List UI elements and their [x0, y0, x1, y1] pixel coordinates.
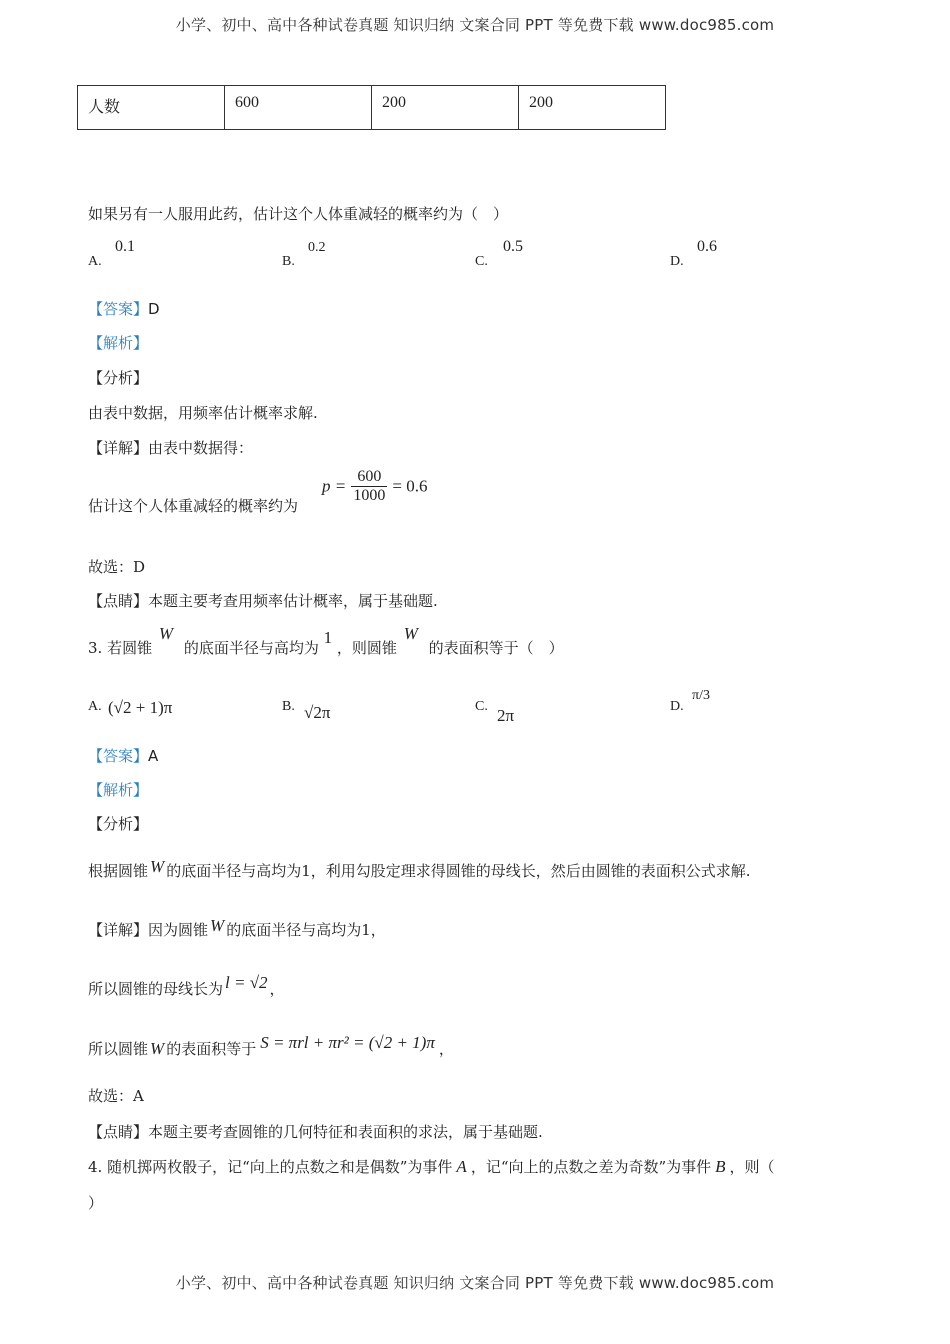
q3-w-symbol: W	[150, 857, 165, 876]
q2-analysis-tag	[88, 333, 148, 353]
q3-stem-a: 3. 若圆锥	[88, 639, 153, 657]
answer-tag: 【答案】	[88, 747, 149, 765]
q2-option-d-letter: D.	[670, 254, 684, 269]
data-table	[77, 85, 666, 130]
q3-stem-d: 的表面积等于（ ）	[428, 639, 564, 657]
q2-estimate	[88, 496, 298, 516]
table-cell: 200	[372, 86, 519, 130]
q3-option-b-letter: B.	[282, 699, 295, 714]
q4-stem-line1	[88, 1157, 775, 1177]
q3-w-symbol: W	[210, 916, 225, 935]
q3-option-c-letter: C.	[475, 699, 488, 714]
q2-choose: 故选：D	[88, 558, 146, 576]
q3-fenxi-tag	[88, 814, 148, 834]
q3-dianjing	[88, 1122, 543, 1142]
answer-value: A	[148, 747, 159, 765]
table-cell: 600	[225, 86, 372, 130]
q2-detail	[88, 438, 253, 458]
q3-slant-line	[88, 973, 285, 999]
detail-tag: 【详解】	[88, 921, 149, 939]
q3-answer	[88, 746, 158, 766]
formula-rhs: = 0.6	[392, 476, 428, 496]
q2-fenxi-tag	[88, 368, 148, 388]
dianjing-tag: 【点睛】	[88, 1123, 149, 1141]
q3-option-c-value: 2π	[497, 706, 515, 725]
line-l-b: ，	[269, 980, 285, 998]
area-formula: S = πrl + πr² = (√2 + 1)π	[260, 1033, 435, 1052]
estimate-text: 估计这个人体重减轻的概率约为	[88, 497, 299, 515]
q4-line1-c: ，则（	[729, 1158, 775, 1176]
q3-option-d-value: π/3	[692, 688, 710, 703]
q3-choose: 故选：A	[88, 1087, 144, 1105]
q3-stem	[88, 624, 564, 658]
q2-dianjing	[88, 591, 438, 611]
q2-option-b-letter: B.	[282, 254, 295, 269]
q3-option-a-letter: A.	[88, 699, 102, 714]
q2-stem: 如果另有一人服用此药，估计这个人体重减轻的概率约为（ ）	[88, 205, 509, 223]
detail-b: 的底面半径与高均为1，	[226, 921, 386, 939]
q4-event-a: A	[456, 1157, 467, 1176]
fenxi-a: 根据圆锥	[88, 862, 149, 880]
q3-option-a-value: (√2 + 1)π	[108, 698, 173, 717]
q2-formula	[322, 468, 428, 505]
formula-fraction	[351, 468, 387, 505]
fenxi-b: 的底面半径与高均为1，利用勾股定理求得圆锥的母线长，然后由圆锥的表面积公式求解.	[166, 862, 751, 880]
q3-area-line	[88, 1033, 454, 1059]
formula-lhs: p =	[322, 476, 347, 496]
q3-stem-c: ，则圆锥	[336, 639, 397, 657]
jiexi-tag: 【解析】	[88, 781, 149, 799]
dianjing-text: 本题主要考查圆锥的几何特征和表面积的求法，属于基础题.	[148, 1123, 543, 1141]
answer-value: D	[148, 300, 160, 318]
q4-stem-line2: ）	[88, 1194, 104, 1212]
q2-option-d-value: 0.6	[697, 238, 717, 255]
fraction-denominator: 1000	[353, 487, 386, 504]
table-cell: 200	[519, 86, 666, 130]
line-l-a: 所以圆锥的母线长为	[88, 980, 224, 998]
jiexi-tag: 【解析】	[88, 334, 149, 352]
line-s-a: 所以圆锥	[88, 1040, 149, 1058]
fenxi-tag: 【分析】	[88, 369, 149, 387]
answer-tag: 【答案】	[88, 300, 149, 318]
detail-tag: 【详解】	[88, 439, 149, 457]
line-s-c: ，	[438, 1040, 454, 1058]
q4-line1-a: 4. 随机掷两枚骰子，记“向上的点数之和是偶数”为事件	[88, 1158, 453, 1176]
fraction-numerator: 600	[351, 468, 387, 487]
dianjing-tag: 【点睛】	[88, 592, 149, 610]
q3-w-symbol: W	[158, 624, 174, 643]
q2-option-c-value: 0.5	[503, 238, 523, 255]
q2-option-a-letter: A.	[88, 254, 102, 269]
q4-event-b: B	[715, 1157, 726, 1176]
q3-w-symbol: W	[150, 1039, 165, 1058]
page-footer: 小学、初中、高中各种试卷真题 知识归纳 文案合同 PPT 等免费下载 www.doc985.com	[175, 1274, 775, 1292]
q2-option-c-letter: C.	[475, 254, 488, 269]
table-row	[78, 86, 666, 130]
q3-detail	[88, 916, 386, 940]
q3-fenxi-text	[88, 857, 751, 881]
q2-fenxi-text: 由表中数据，用频率估计概率求解.	[88, 404, 318, 422]
q3-analysis-tag	[88, 780, 148, 800]
fenxi-tag: 【分析】	[88, 815, 149, 833]
q4-line1-b: ，记“向上的点数之差为奇数”为事件	[470, 1158, 712, 1176]
q3-stem-b: 的底面半径与高均为	[183, 639, 319, 657]
line-s-b: 的表面积等于	[166, 1040, 257, 1058]
q3-option-b-value: √2π	[304, 703, 331, 722]
detail-a: 因为圆锥	[148, 921, 209, 939]
dianjing-text: 本题主要考查用频率估计概率，属于基础题.	[148, 592, 438, 610]
detail-text: 由表中数据得：	[148, 439, 254, 457]
page-header: 小学、初中、高中各种试卷真题 知识归纳 文案合同 PPT 等免费下载 www.doc985.com	[175, 16, 775, 34]
q2-answer	[88, 299, 160, 319]
q3-w-symbol: W	[403, 624, 418, 643]
slant-formula: l = √2	[225, 973, 268, 992]
q2-option-b-value: 0.2	[308, 240, 326, 255]
q2-option-a-value: 0.1	[115, 238, 135, 255]
table-cell: 人数	[78, 86, 225, 130]
q3-option-d-letter: D.	[670, 699, 684, 714]
q3-one: 1	[323, 628, 333, 647]
